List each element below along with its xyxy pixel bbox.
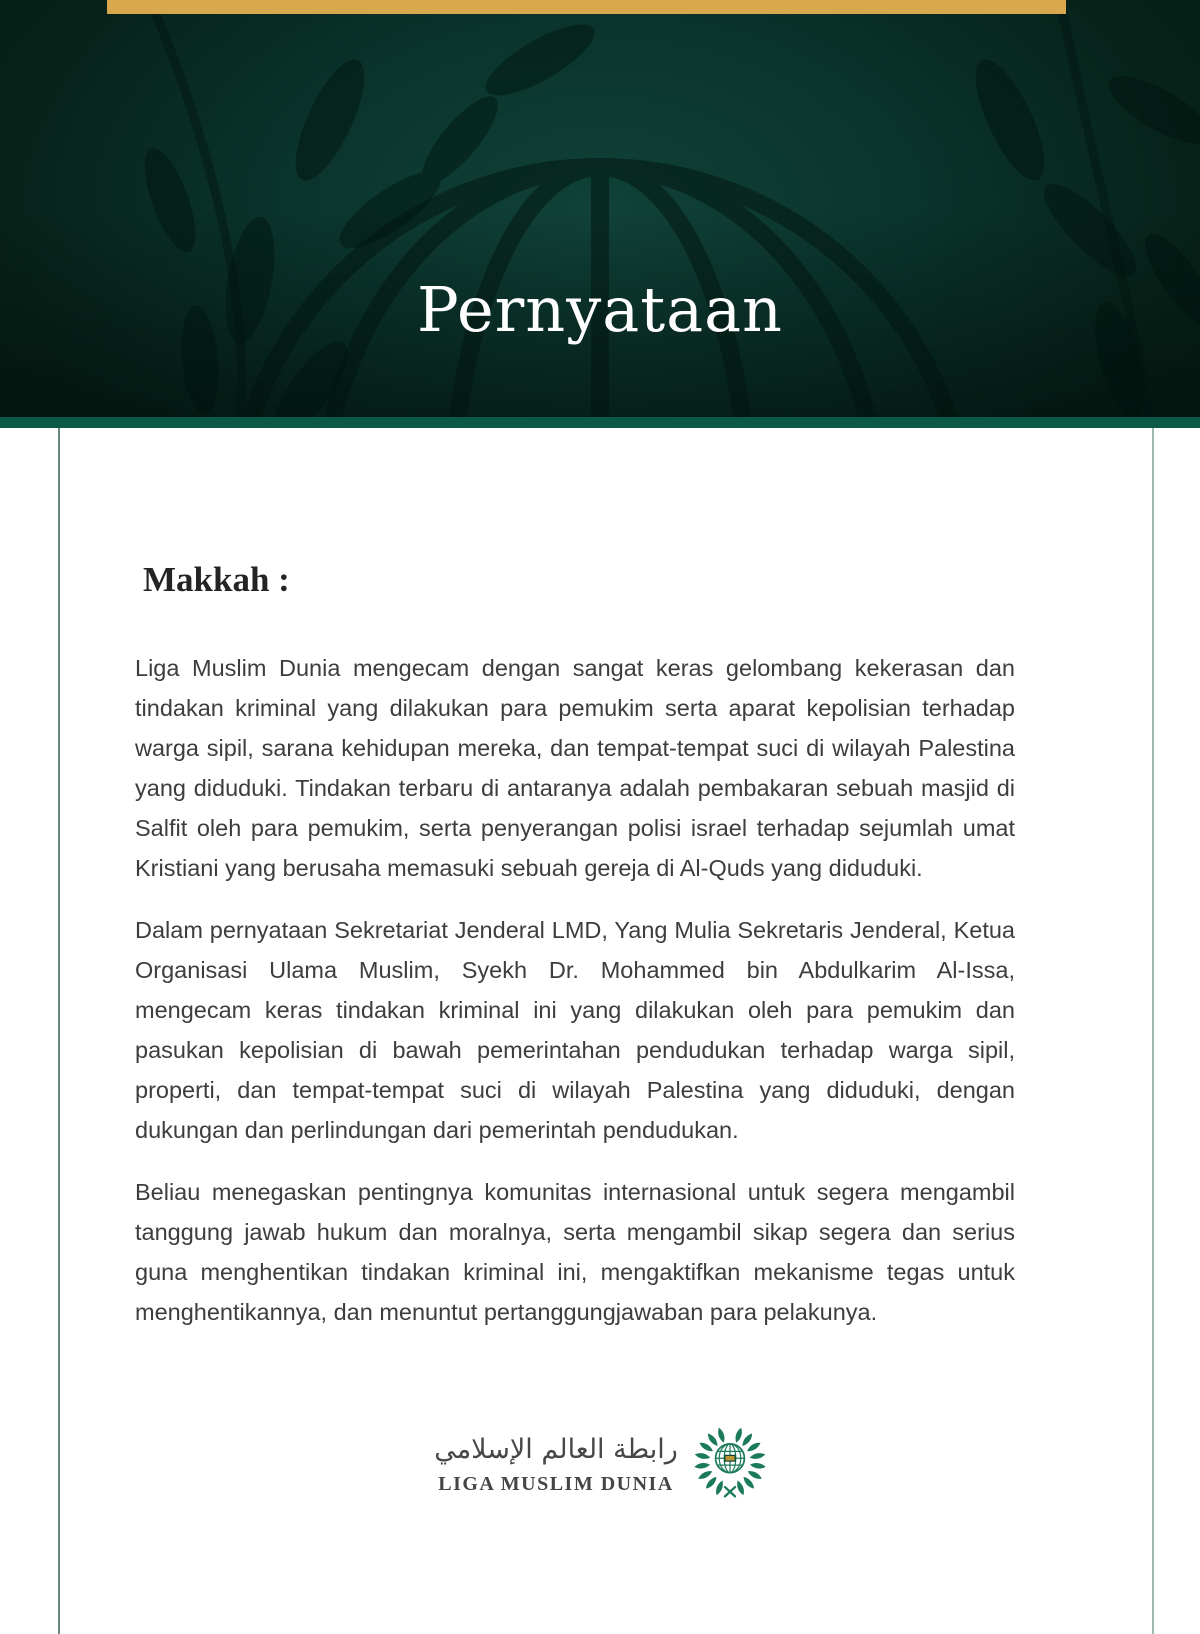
organization-logo-text xyxy=(434,1433,678,1496)
organization-arabic-name: رابطة العالم الإسلامي xyxy=(434,1433,678,1465)
location-heading: Makkah : xyxy=(143,560,290,599)
paragraph-2: Dalam pernyataan Sekretariat Jenderal LMD, Yang Mulia Sekretaris Jenderal, Ketua Organisasi Ulama Muslim, Syekh Dr. Mohammed bin Abdulkarim Al-Issa, mengecam keras tindakan kriminal ini yang dilakukan oleh para pemukim dan pasukan kepolisian di bawah pemerintahan pendudukan terhadap warga sipil, properti, dan tempat-tempat suci di wilayah Palestina yang diduduki, dengan dukungan dan perlindungan dari pemerintah pendudukan. xyxy=(135,917,1015,1143)
statement-body xyxy=(135,560,1015,1354)
paragraph-3: Beliau menegaskan pentingnya komunitas internasional untuk segera mengambil tanggung jawab hukum dan moralnya, serta mengambil sikap segera dan serius guna menghentikan tindakan kriminal ini, mengaktifkan mekanisme tegas untuk menghentikannya, dan menuntut pertanggungjawaban para pelakunya. xyxy=(135,1179,1015,1325)
header-banner xyxy=(0,0,1200,417)
organization-logo xyxy=(0,1424,1200,1504)
mwl-wreath-globe-emblem xyxy=(694,1424,766,1504)
paragraph-1: Liga Muslim Dunia mengecam dengan sangat keras gelombang kekerasan dan tindakan kriminal yang dilakukan para pemukim serta aparat kepolisian terhadap warga sipil, sarana kehidupan mereka, dan tempat-tempat suci di wilayah Palestina yang diduduki. Tindakan terbaru di antaranya adalah pembakaran sebuah masjid di Salfit oleh para pemukim, serta penyerangan polisi israel terhadap sejumlah umat Kristiani yang berusaha memasuki sebuah gereja di Al-Quds yang diduduki. xyxy=(135,655,1015,881)
teal-divider-band xyxy=(0,417,1200,428)
gold-accent-bar xyxy=(107,0,1066,14)
olive-globe-watermark xyxy=(0,0,1200,417)
organization-name: LIGA MUSLIM DUNIA xyxy=(438,1472,674,1495)
page-title: Pernyataan xyxy=(417,273,783,346)
